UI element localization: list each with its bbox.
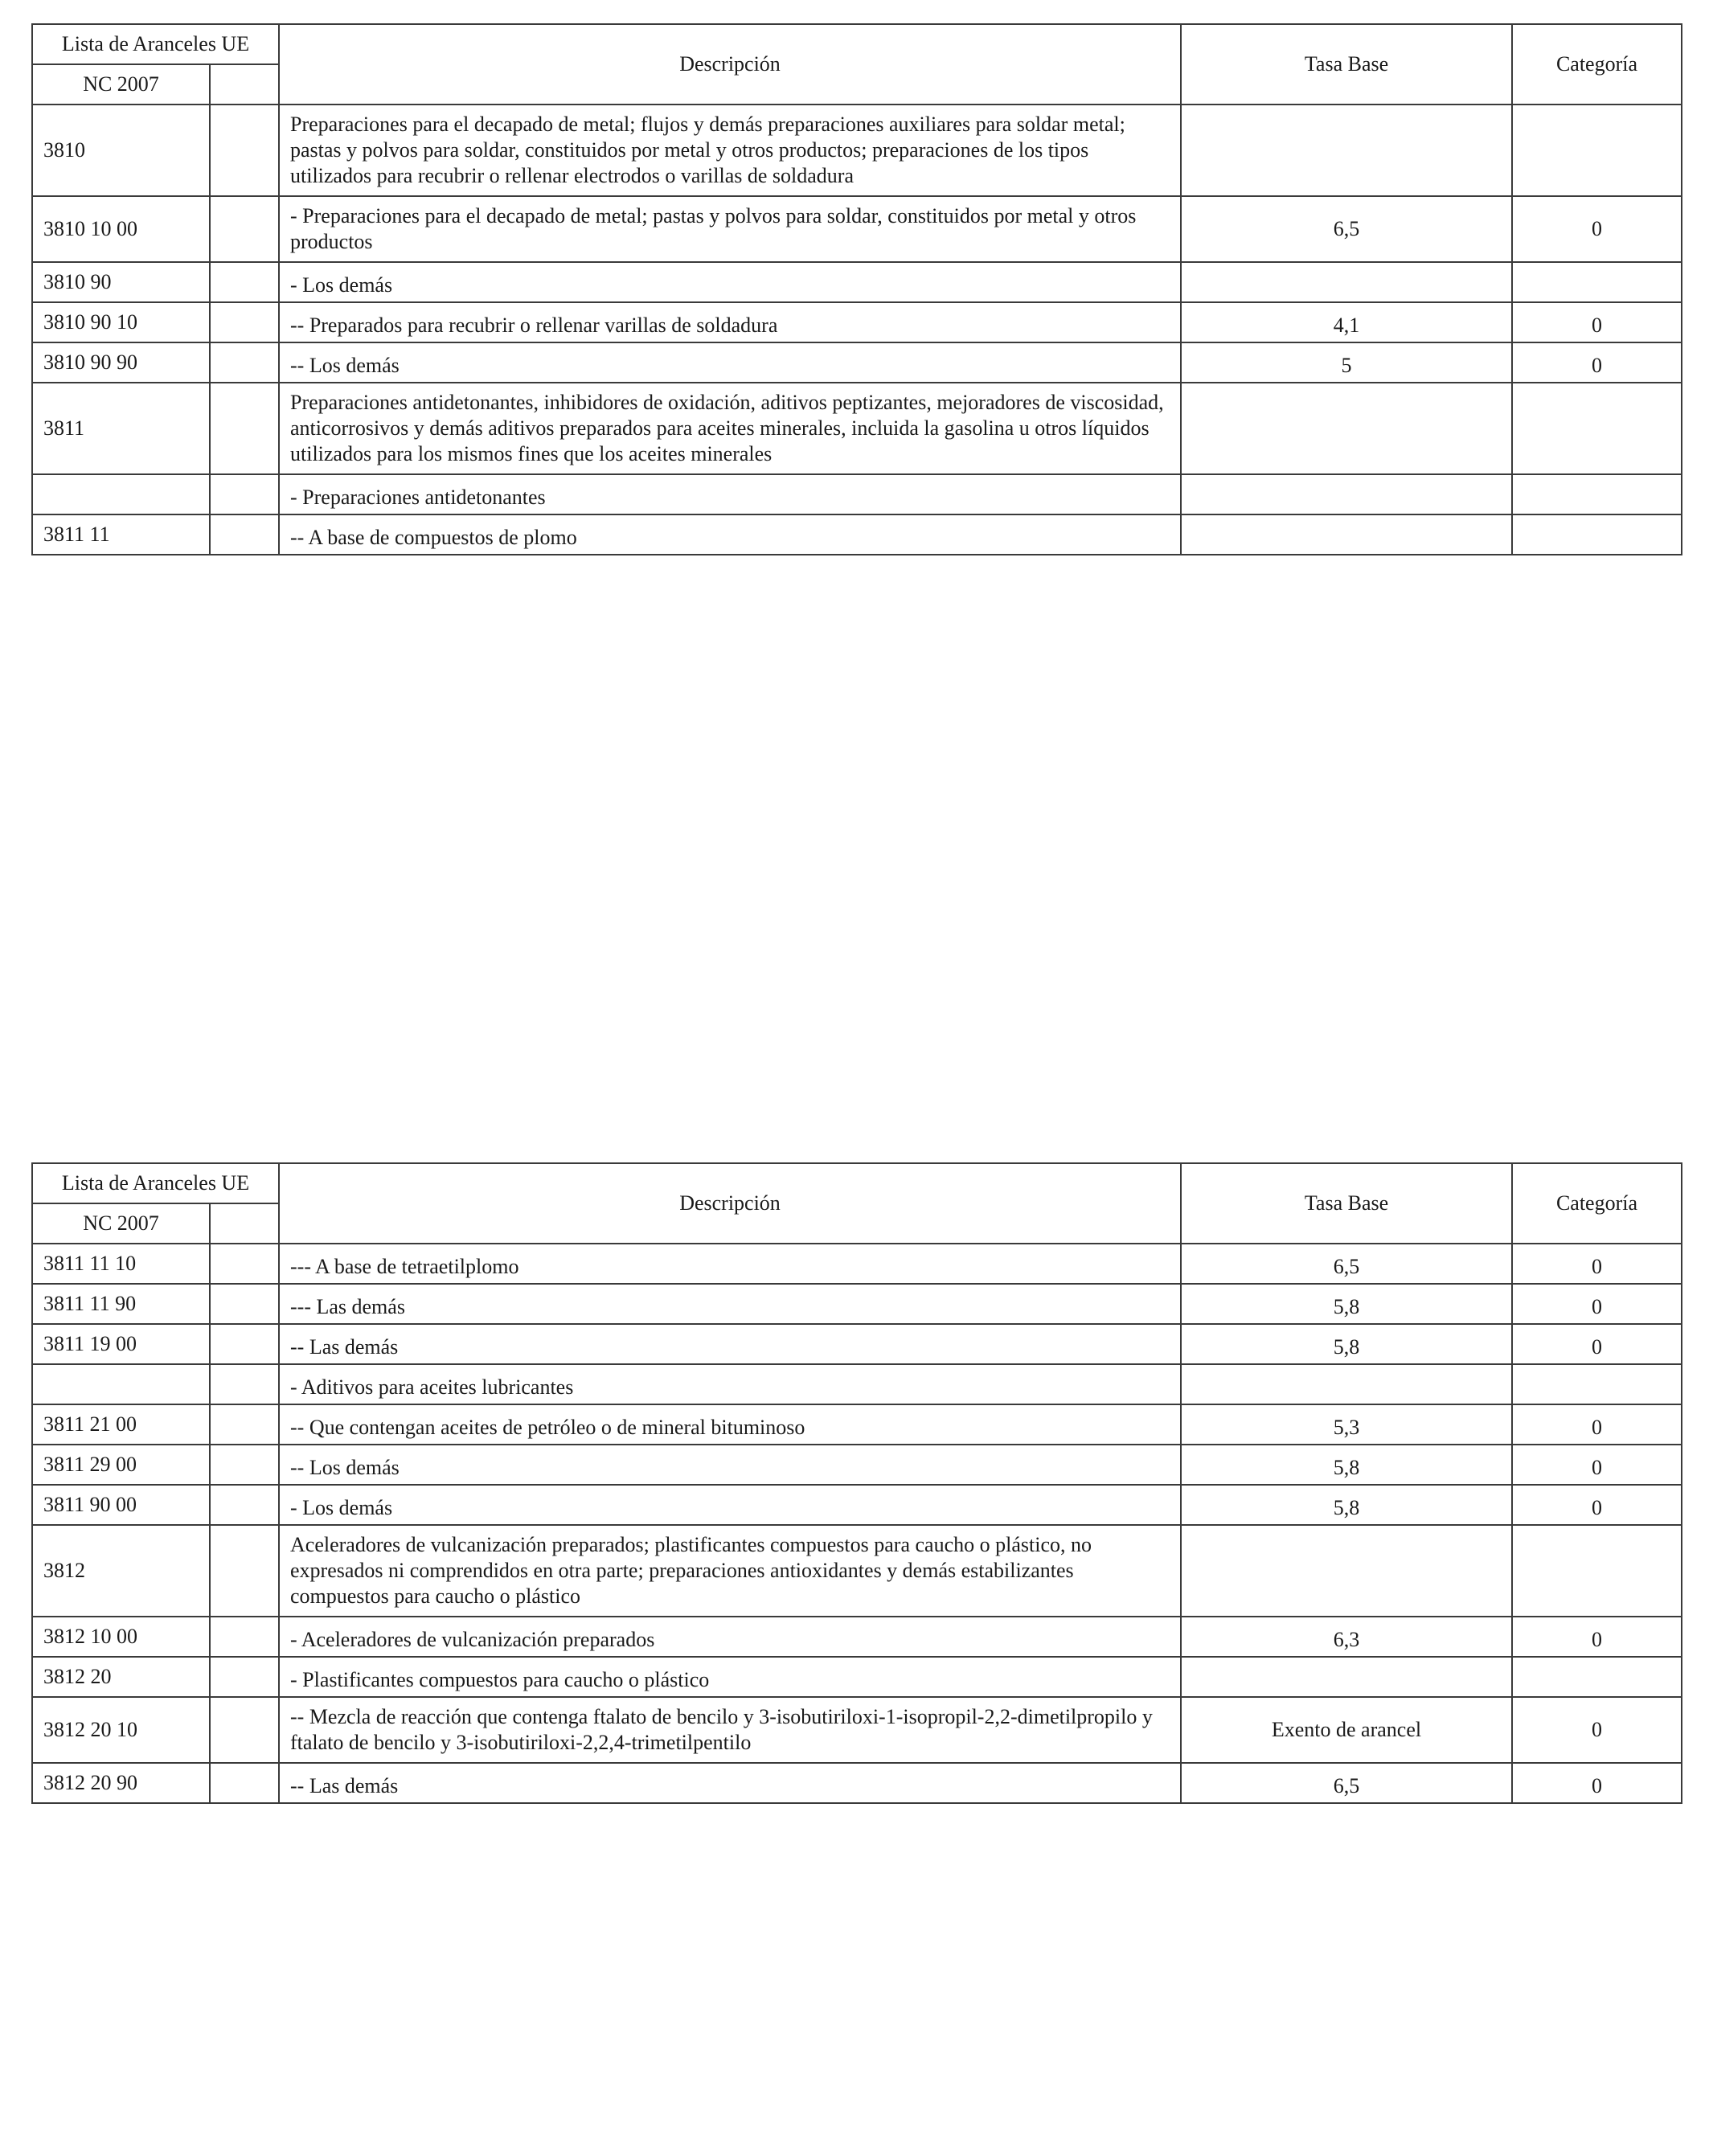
header-tasa-base: Tasa Base bbox=[1181, 1163, 1512, 1244]
category-cell: 0 bbox=[1512, 1445, 1682, 1485]
description-cell: --- A base de tetraetilplomo bbox=[279, 1244, 1181, 1284]
category-cell: 0 bbox=[1512, 1404, 1682, 1445]
code-cell: 3812 20 90 bbox=[32, 1763, 210, 1803]
table-row bbox=[32, 1525, 1682, 1617]
empty-cell bbox=[210, 1445, 279, 1485]
empty-cell bbox=[210, 383, 279, 474]
table-row bbox=[32, 514, 1682, 555]
description-cell: -- Las demás bbox=[279, 1763, 1181, 1803]
category-cell bbox=[1512, 1364, 1682, 1404]
category-cell bbox=[1512, 514, 1682, 555]
code-cell: 3810 90 bbox=[32, 262, 210, 302]
rate-cell bbox=[1181, 383, 1512, 474]
header-descripcion: Descripción bbox=[279, 24, 1181, 105]
rate-cell: 6,5 bbox=[1181, 1763, 1512, 1803]
description-cell: -- Mezcla de reacción que contenga ftalato de bencilo y 3-isobutiriloxi-1-isopropil-2,2-dimetilpropilo y ftalato de bencilo y 3-isobutiriloxi-2,2,4-trimetilpentilo bbox=[279, 1697, 1181, 1763]
empty-cell bbox=[210, 1657, 279, 1697]
table-row bbox=[32, 1617, 1682, 1657]
table-row bbox=[32, 1404, 1682, 1445]
description-cell: - Aditivos para aceites lubricantes bbox=[279, 1364, 1181, 1404]
code-cell: 3810 bbox=[32, 105, 210, 196]
table-row bbox=[32, 474, 1682, 514]
code-cell bbox=[32, 474, 210, 514]
empty-cell bbox=[210, 1324, 279, 1364]
code-cell bbox=[32, 1364, 210, 1404]
table-row bbox=[32, 1244, 1682, 1284]
header-categoria: Categoría bbox=[1512, 24, 1682, 105]
code-cell: 3811 11 bbox=[32, 514, 210, 555]
description-cell: Aceleradores de vulcanización preparados; plastificantes compuestos para caucho o plástico, no expresados ni comprendidos en otra parte; preparaciones antioxidantes y demás estabilizantes compuestos para caucho o plástico bbox=[279, 1525, 1181, 1617]
code-cell: 3811 19 00 bbox=[32, 1324, 210, 1364]
empty-cell bbox=[210, 1485, 279, 1525]
empty-cell bbox=[210, 1284, 279, 1324]
rate-cell bbox=[1181, 514, 1512, 555]
rate-cell: 5,8 bbox=[1181, 1284, 1512, 1324]
empty-cell bbox=[210, 342, 279, 383]
header-lista-aranceles: Lista de Aranceles UE bbox=[32, 24, 279, 64]
empty-cell bbox=[210, 262, 279, 302]
category-cell bbox=[1512, 383, 1682, 474]
code-cell: 3811 90 00 bbox=[32, 1485, 210, 1525]
rate-cell: 6,5 bbox=[1181, 196, 1512, 262]
description-cell: Preparaciones antidetonantes, inhibidores de oxidación, aditivos peptizantes, mejoradores de viscosidad, anticorrosivos y demás aditivos preparados para aceites minerales, incluida la gasolina u otros líquidos utilizados para los mismos fines que los aceites minerales bbox=[279, 383, 1181, 474]
code-cell: 3811 21 00 bbox=[32, 1404, 210, 1445]
empty-cell bbox=[210, 514, 279, 555]
header-nc-2007: NC 2007 bbox=[32, 64, 210, 105]
category-cell bbox=[1512, 105, 1682, 196]
category-cell bbox=[1512, 262, 1682, 302]
table-row bbox=[32, 1697, 1682, 1763]
empty-cell bbox=[210, 1404, 279, 1445]
rate-cell bbox=[1181, 1657, 1512, 1697]
empty-cell bbox=[210, 474, 279, 514]
code-cell: 3810 90 90 bbox=[32, 342, 210, 383]
category-cell: 0 bbox=[1512, 1485, 1682, 1525]
empty-cell bbox=[210, 1617, 279, 1657]
category-cell: 0 bbox=[1512, 302, 1682, 342]
code-cell: 3810 90 10 bbox=[32, 302, 210, 342]
category-cell bbox=[1512, 1525, 1682, 1617]
rate-cell bbox=[1181, 1525, 1512, 1617]
category-cell: 0 bbox=[1512, 1763, 1682, 1803]
header-nc-2007: NC 2007 bbox=[32, 1203, 210, 1244]
code-cell: 3812 20 bbox=[32, 1657, 210, 1697]
table-row bbox=[32, 302, 1682, 342]
description-cell: --- Las demás bbox=[279, 1284, 1181, 1324]
code-cell: 3811 11 90 bbox=[32, 1284, 210, 1324]
code-cell: 3812 20 10 bbox=[32, 1697, 210, 1763]
category-cell: 0 bbox=[1512, 196, 1682, 262]
rate-cell bbox=[1181, 262, 1512, 302]
code-cell: 3811 bbox=[32, 383, 210, 474]
description-cell: - Los demás bbox=[279, 1485, 1181, 1525]
rate-cell: 5,3 bbox=[1181, 1404, 1512, 1445]
description-cell: - Preparaciones para el decapado de metal; pastas y polvos para soldar, constituidos por metal y otros productos bbox=[279, 196, 1181, 262]
empty-cell bbox=[210, 1244, 279, 1284]
header-tasa-base: Tasa Base bbox=[1181, 24, 1512, 105]
table-row bbox=[32, 1763, 1682, 1803]
empty-cell bbox=[210, 302, 279, 342]
category-cell bbox=[1512, 1657, 1682, 1697]
category-cell: 0 bbox=[1512, 1244, 1682, 1284]
code-cell: 3812 10 00 bbox=[32, 1617, 210, 1657]
rate-cell: 5,8 bbox=[1181, 1445, 1512, 1485]
rate-cell: 6,5 bbox=[1181, 1244, 1512, 1284]
description-cell: -- Que contengan aceites de petróleo o de mineral bituminoso bbox=[279, 1404, 1181, 1445]
description-cell: -- Los demás bbox=[279, 1445, 1181, 1485]
description-cell: Preparaciones para el decapado de metal; flujos y demás preparaciones auxiliares para soldar metal; pastas y polvos para soldar, constituidos por metal y otros productos; preparaciones de los tipos utilizados para recubrir o rellenar electrodos o varillas de soldadura bbox=[279, 105, 1181, 196]
table-row bbox=[32, 1364, 1682, 1404]
description-cell: - Preparaciones antidetonantes bbox=[279, 474, 1181, 514]
description-cell: -- A base de compuestos de plomo bbox=[279, 514, 1181, 555]
rate-cell bbox=[1181, 474, 1512, 514]
empty-cell bbox=[210, 1763, 279, 1803]
rate-cell: 6,3 bbox=[1181, 1617, 1512, 1657]
table-row bbox=[32, 105, 1682, 196]
header-empty-cell bbox=[210, 1203, 279, 1244]
table-row bbox=[32, 1657, 1682, 1697]
category-cell: 0 bbox=[1512, 1617, 1682, 1657]
rate-cell: 5,8 bbox=[1181, 1485, 1512, 1525]
category-cell: 0 bbox=[1512, 342, 1682, 383]
rate-cell: 4,1 bbox=[1181, 302, 1512, 342]
rate-cell bbox=[1181, 1364, 1512, 1404]
table-row bbox=[32, 262, 1682, 302]
category-cell: 0 bbox=[1512, 1284, 1682, 1324]
rate-cell: 5 bbox=[1181, 342, 1512, 383]
category-cell: 0 bbox=[1512, 1697, 1682, 1763]
header-empty-cell bbox=[210, 64, 279, 105]
rate-cell bbox=[1181, 105, 1512, 196]
description-cell: -- Los demás bbox=[279, 342, 1181, 383]
category-cell: 0 bbox=[1512, 1324, 1682, 1364]
empty-cell bbox=[210, 196, 279, 262]
description-cell: - Aceleradores de vulcanización preparados bbox=[279, 1617, 1181, 1657]
description-cell: -- Preparados para recubrir o rellenar varillas de soldadura bbox=[279, 302, 1181, 342]
empty-cell bbox=[210, 1364, 279, 1404]
table-row bbox=[32, 1324, 1682, 1364]
code-cell: 3810 10 00 bbox=[32, 196, 210, 262]
table-row bbox=[32, 1445, 1682, 1485]
rate-cell: 5,8 bbox=[1181, 1324, 1512, 1364]
tariff-table-2 bbox=[31, 1162, 1682, 1804]
empty-cell bbox=[210, 1525, 279, 1617]
description-cell: -- Las demás bbox=[279, 1324, 1181, 1364]
header-categoria: Categoría bbox=[1512, 1163, 1682, 1244]
code-cell: 3811 11 10 bbox=[32, 1244, 210, 1284]
table-row bbox=[32, 1485, 1682, 1525]
code-cell: 3812 bbox=[32, 1525, 210, 1617]
rate-cell: Exento de arancel bbox=[1181, 1697, 1512, 1763]
description-cell: - Plastificantes compuestos para caucho o plástico bbox=[279, 1657, 1181, 1697]
empty-cell bbox=[210, 105, 279, 196]
category-cell bbox=[1512, 474, 1682, 514]
code-cell: 3811 29 00 bbox=[32, 1445, 210, 1485]
description-cell: - Los demás bbox=[279, 262, 1181, 302]
header-lista-aranceles: Lista de Aranceles UE bbox=[32, 1163, 279, 1203]
table-row bbox=[32, 383, 1682, 474]
table-row bbox=[32, 1284, 1682, 1324]
header-descripcion: Descripción bbox=[279, 1163, 1181, 1244]
table-row bbox=[32, 342, 1682, 383]
empty-cell bbox=[210, 1697, 279, 1763]
tariff-table-1 bbox=[31, 23, 1682, 555]
table-row bbox=[32, 196, 1682, 262]
